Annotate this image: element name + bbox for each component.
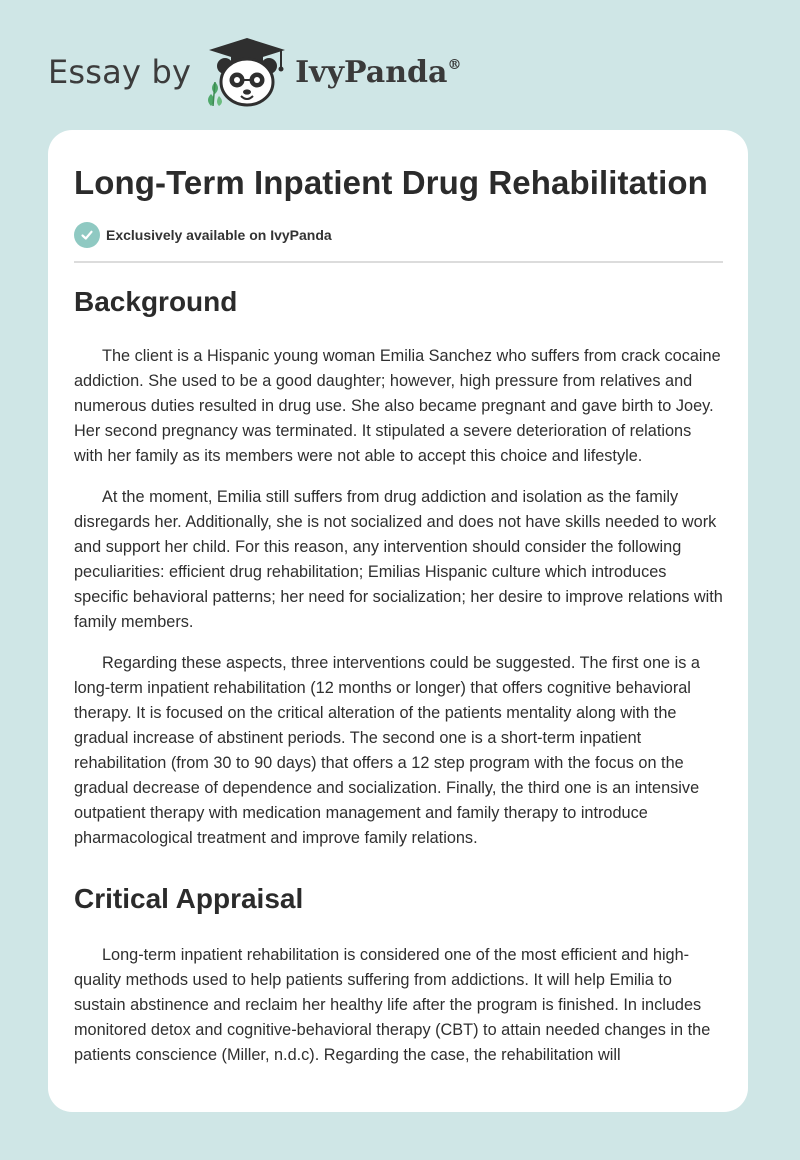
- registered-mark: ®: [447, 56, 462, 73]
- section-heading-background: Background: [74, 286, 238, 317]
- exclusive-badge-label: Exclusively available on IvyPanda: [106, 227, 332, 243]
- paragraph: Long-term inpatient rehabilitation is considered one of the most efficient and high-quality methods used to help patients suffering from addictions. It will help Emilia to sustain abstinence and reclaim her healthy life after the program is finished. In includes monitored detox and cognitive-behavioral therapy (CBT) to attain needed changes in the patients conscience (Miller, n.d.c). Regarding the case, the rehabilitation will: [74, 946, 711, 1064]
- section-heading-critical-appraisal: Critical Appraisal: [74, 883, 304, 914]
- exclusive-badge: [74, 222, 332, 248]
- site-header: [48, 36, 461, 108]
- brand-name-text: IvyPanda: [295, 54, 448, 90]
- paragraph: The client is a Hispanic young woman Emilia Sanchez who suffers from crack cocaine addiction. She used to be a good daughter; however, high pressure from relatives and numerous duties resulted in drug use. She also became pregnant and gave birth to Joey. Her second pregnancy was terminated. It stipulated a severe deterioration of relations with her family as its members were not able to accept this choice and lifestyle.: [74, 347, 721, 465]
- brand-name[interactable]: [295, 55, 461, 90]
- article-card: [48, 130, 748, 1112]
- page-title: Long-Term Inpatient Drug Rehabilitation: [74, 164, 708, 201]
- essay-by-label: Essay by: [48, 53, 192, 91]
- check-icon: [74, 222, 100, 248]
- paragraph: Regarding these aspects, three interventions could be suggested. The first one is a long-term inpatient rehabilitation (12 months or longer) that offers cognitive behavioral therapy. It is focused on the critical alteration of the patients mentality along with the gradual increase of abstinent periods. The second one is a short-term inpatient rehabilitation (from 30 to 90 days) that offers a 12 step program with the focus on the gradual decrease of dependence and socialization. Finally, the third one is an intensive outpatient therapy with medication management and family therapy to introduce pharmacological treatment and improve family relations.: [74, 654, 700, 847]
- title-divider: [74, 261, 723, 263]
- ivypanda-logo-icon[interactable]: [201, 36, 293, 108]
- paragraph: At the moment, Emilia still suffers from drug addiction and isolation as the family disregards her. Additionally, she is not socialized and does not have skills needed to work and support her child. For this reason, any intervention should consider the following peculiarities: efficient drug rehabilitation; Emilias Hispanic culture which introduces specific behavioral patterns; her need for socialization; her desire to improve relations with family members.: [74, 488, 723, 631]
- article-body: [74, 280, 723, 1068]
